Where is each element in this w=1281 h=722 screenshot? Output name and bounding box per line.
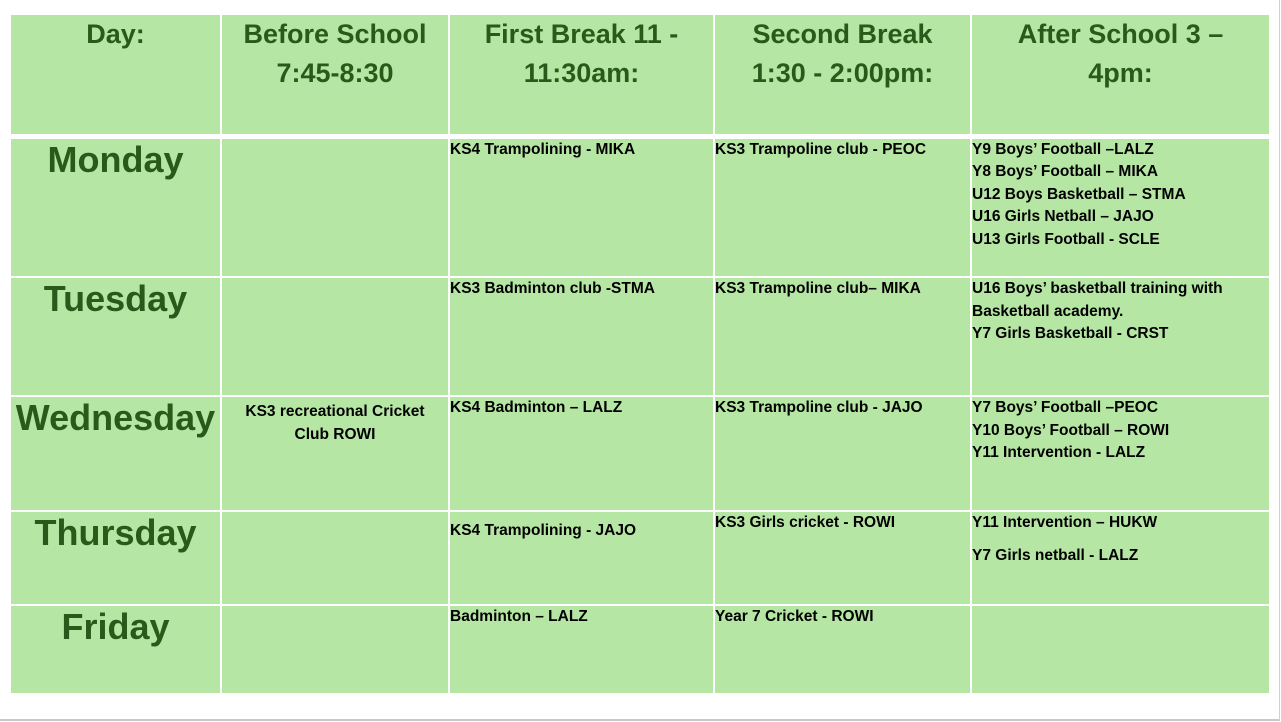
wednesday-after-school bbox=[971, 396, 1270, 511]
activity: U16 Boys’ basketball training with bbox=[972, 280, 1223, 297]
activity: Y8 Boys’ Football – MIKA bbox=[972, 163, 1159, 180]
activity: Y7 Boys’ Football –PEOC bbox=[972, 399, 1159, 416]
activity: Y9 Boys’ Football –LALZ bbox=[972, 140, 1154, 158]
friday-second-break: Year 7 Cricket - ROWI bbox=[714, 605, 971, 694]
activity: Club ROWI bbox=[294, 425, 376, 443]
wednesday-first-break: KS4 Badminton – LALZ bbox=[449, 396, 714, 511]
tuesday-second-break: KS3 Trampoline club– MIKA bbox=[714, 277, 971, 396]
row-monday bbox=[10, 136, 1270, 277]
wednesday-second-break: KS3 Trampoline club - JAJO bbox=[714, 396, 971, 511]
row-thursday bbox=[10, 511, 1270, 605]
activity: U16 Girls Netball – JAJO bbox=[972, 208, 1154, 225]
header-after-school: After School 3 – 4pm: bbox=[971, 14, 1270, 136]
sports-timetable bbox=[9, 13, 1271, 695]
monday-first-break: KS4 Trampolining - MIKA bbox=[449, 136, 714, 277]
header-before-school: Before School 7:45-8:30 bbox=[221, 14, 449, 136]
day-label-monday: Monday bbox=[10, 136, 221, 277]
activity: U13 Girls Football - SCLE bbox=[972, 230, 1160, 248]
wednesday-before-school bbox=[221, 396, 449, 511]
activity: Y11 Intervention - LALZ bbox=[972, 444, 1146, 461]
header-day: Day: bbox=[10, 14, 221, 136]
tuesday-after-school bbox=[971, 277, 1270, 396]
friday-before-school bbox=[221, 605, 449, 694]
row-wednesday bbox=[10, 396, 1270, 511]
thursday-after-school bbox=[971, 511, 1270, 605]
day-label-tuesday: Tuesday bbox=[10, 277, 221, 396]
friday-after-school bbox=[971, 605, 1270, 694]
thursday-before-school bbox=[221, 511, 449, 605]
day-label-wednesday: Wednesday bbox=[10, 396, 221, 511]
day-label-friday: Friday bbox=[10, 605, 221, 694]
header-row bbox=[10, 14, 1270, 136]
activity: Basketball academy. bbox=[972, 302, 1124, 320]
thursday-first-break: KS4 Trampolining - JAJO bbox=[449, 511, 714, 605]
header-second-break: Second Break 1:30 - 2:00pm: bbox=[714, 14, 971, 136]
monday-second-break: KS3 Trampoline club - PEOC bbox=[714, 136, 971, 277]
activity: Y7 Girls Basketball - CRST bbox=[972, 325, 1169, 342]
header-first-break: First Break 11 - 11:30am: bbox=[449, 14, 714, 136]
thursday-second-break: KS3 Girls cricket - ROWI bbox=[714, 511, 971, 605]
monday-before-school bbox=[221, 136, 449, 277]
activity: U12 Boys Basketball – STMA bbox=[972, 185, 1186, 203]
activity: Y7 Girls netball - LALZ bbox=[972, 546, 1139, 564]
friday-first-break: Badminton – LALZ bbox=[449, 605, 714, 694]
tuesday-before-school bbox=[221, 277, 449, 396]
monday-after-school bbox=[971, 136, 1270, 277]
activity: Y11 Intervention – HUKW bbox=[972, 514, 1158, 531]
activity: Y10 Boys’ Football – ROWI bbox=[972, 421, 1170, 439]
row-friday bbox=[10, 605, 1270, 694]
day-label-thursday: Thursday bbox=[10, 511, 221, 605]
activity: KS3 recreational Cricket bbox=[245, 403, 425, 420]
row-tuesday bbox=[10, 277, 1270, 396]
tuesday-first-break: KS3 Badminton club -STMA bbox=[449, 277, 714, 396]
